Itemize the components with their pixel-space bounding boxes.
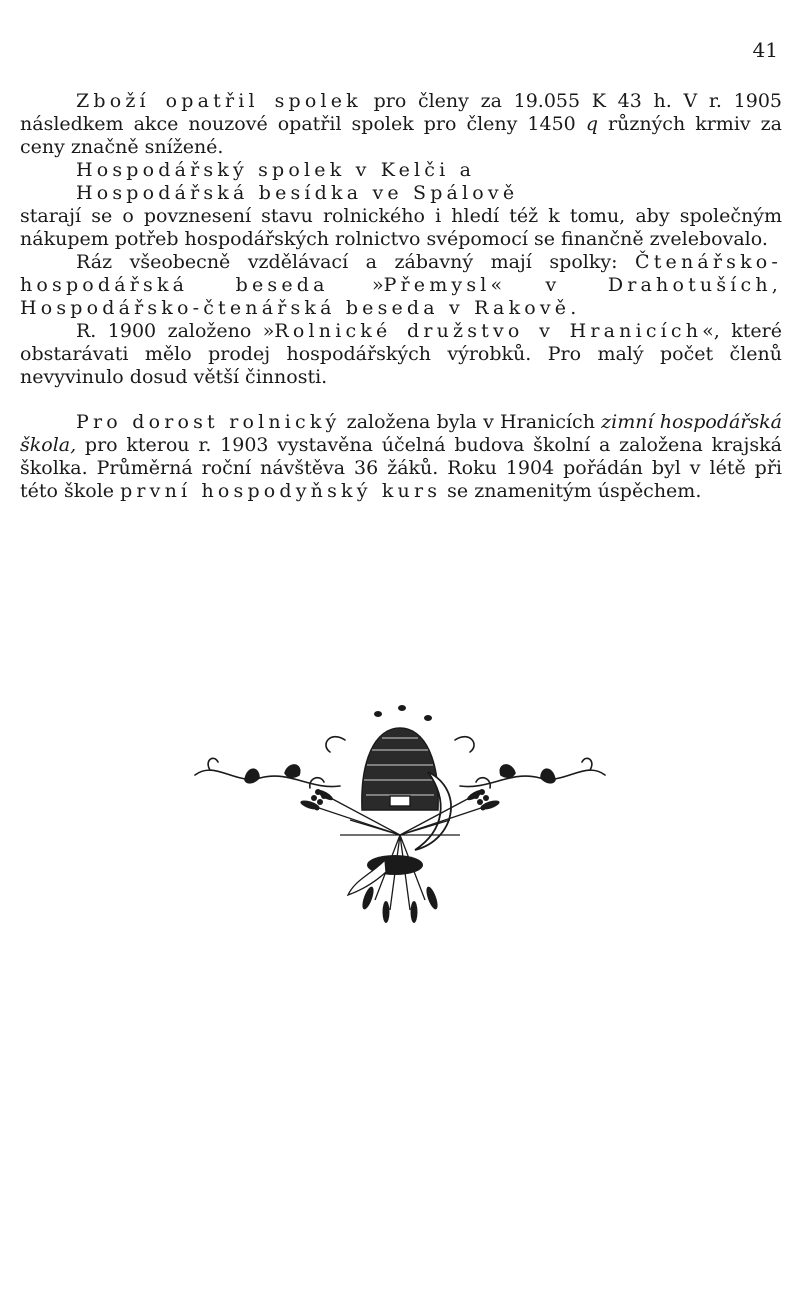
text-run: « xyxy=(490,274,546,296)
italic-text: zimní hospodářská škola, xyxy=(20,411,782,456)
paragraph-1 xyxy=(20,90,782,159)
spaced-text: Přemysl xyxy=(383,274,491,296)
unit-symbol: q xyxy=(585,113,598,135)
heading-2: Hospodářská besídka ve Spálově xyxy=(76,182,519,204)
text-run: Ráz všeobecně vzdělávací a zábavný mají spolky: xyxy=(76,251,635,273)
text-run: R. 1900 založeno » xyxy=(76,320,275,342)
spaced-text: v Drahotuších, Hospodářsko-čtenářská beseda v Rakově. xyxy=(20,274,782,319)
text-run: různých krmiv za ceny značně snížené. xyxy=(20,113,782,158)
paragraph-4 xyxy=(20,320,782,389)
text-run: se znamenitým úspěchem. xyxy=(441,480,702,502)
paragraph-5 xyxy=(20,411,782,503)
text-run: pro kterou r. 1903 vystavěna účelná budova školní a založena krajská školka. Průměrná roční návštěva 36 žáků. Roku 1904 pořádán byl v létě při této škole xyxy=(20,434,782,502)
spaced-text: Zboží opatřil spolek xyxy=(76,90,362,112)
spaced-text: Čtenářsko-hospodářská beseda xyxy=(20,251,782,296)
text-run: pro členy za 19.055 K 43 h. V r. 1905 následkem akce nouzové opatřil spolek pro členy 1450 xyxy=(20,90,782,135)
paragraph-3 xyxy=(20,251,782,320)
spaced-text: první hospodyňský kurs xyxy=(120,480,442,502)
beehive-vignette-icon xyxy=(190,700,610,940)
text-run: «, které obstarávati mělo prodej hospodářských výrobků. Pro malý počet členů nevyvinulo dosud větší činnosti. xyxy=(20,320,782,388)
page-body xyxy=(20,90,782,503)
paragraph-2: starají se o povznesení stavu rolnického i hledí též k tomu, aby společným nákupem potřeb hospodářských rolnictvo svépomocí se finančně zvelebovalo. xyxy=(20,205,782,250)
spaced-text: Rolnické družstvo v Hranicích xyxy=(274,320,703,342)
text-run: » xyxy=(328,274,384,296)
page-number: 41 xyxy=(752,38,778,62)
heading-1: Hospodářský spolek v Kelči a xyxy=(76,159,476,181)
text-run: založena byla v Hranicích xyxy=(340,411,602,433)
spaced-text: Pro dorost rolnický xyxy=(76,411,341,433)
